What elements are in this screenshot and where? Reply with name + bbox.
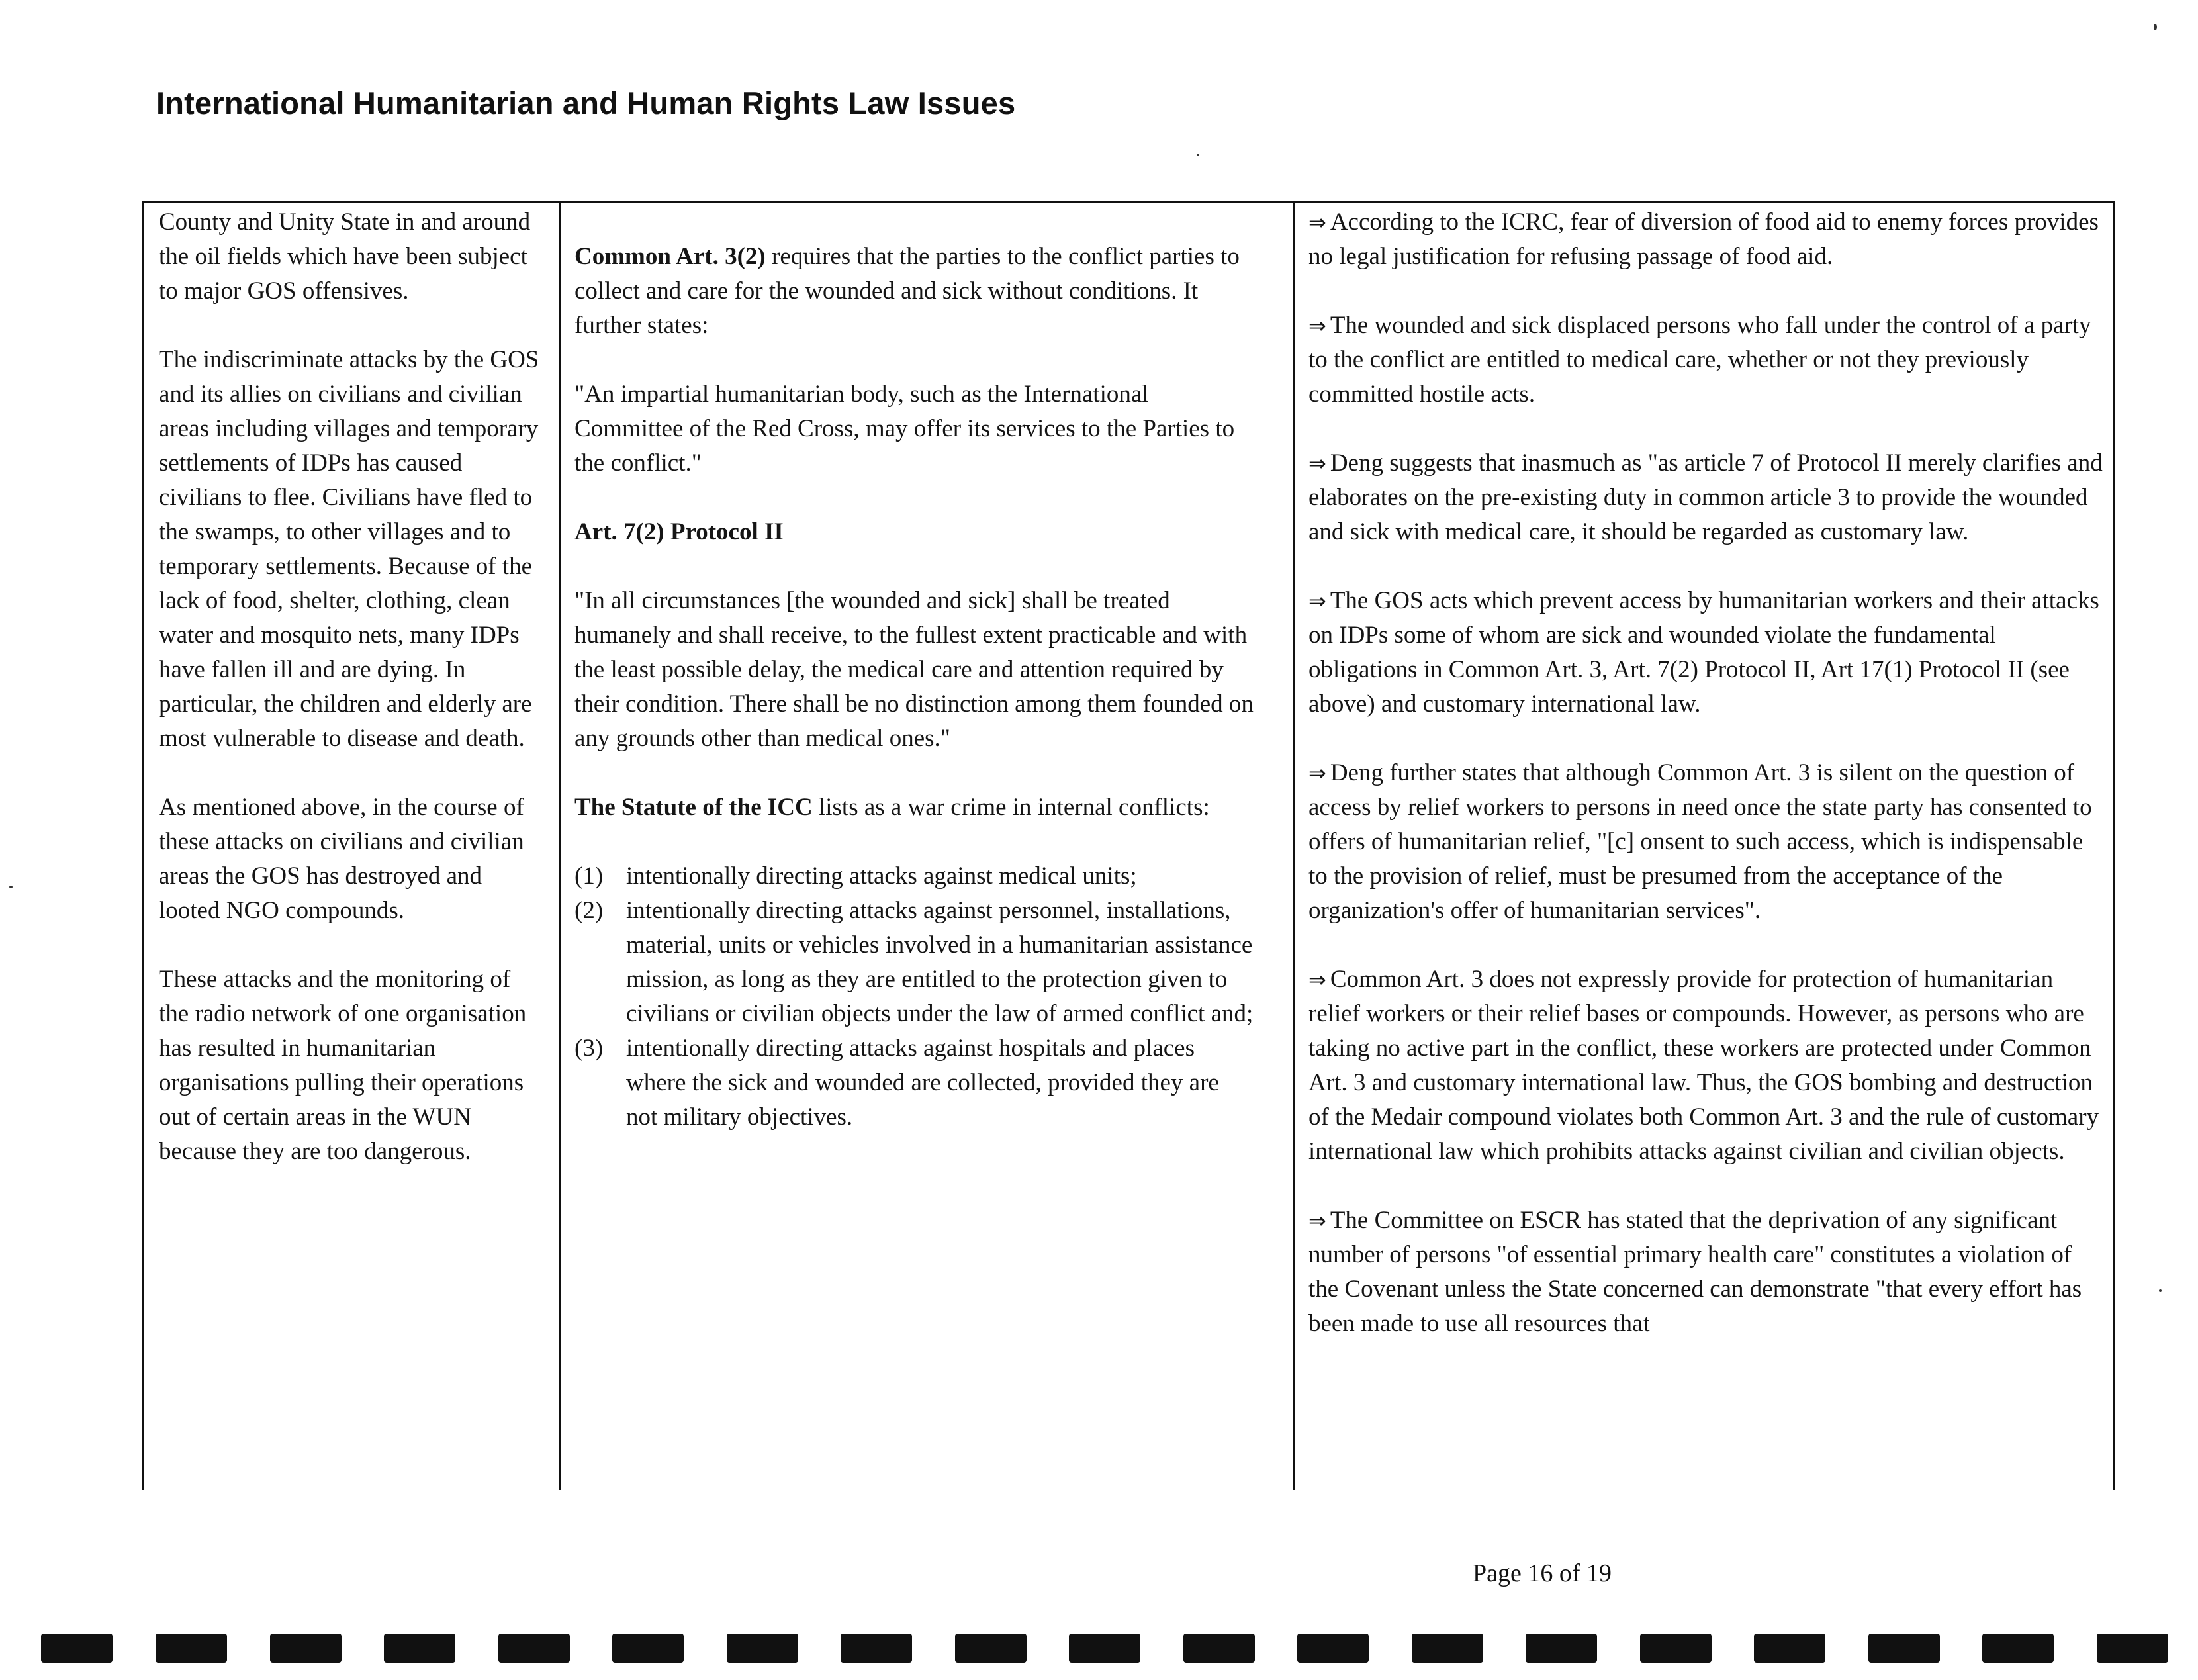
timing-mark xyxy=(384,1634,455,1663)
scan-speck xyxy=(2159,1289,2162,1292)
law-source-label: The Statute of the ICC xyxy=(574,794,813,821)
law-quote: "An impartial humanitarian body, such as the International Committee of the Red Cross, may offer its services to the Parties to the conflict." xyxy=(574,381,1235,477)
timing-mark xyxy=(1297,1634,1369,1663)
timing-mark xyxy=(498,1634,570,1663)
list-item xyxy=(574,859,1256,894)
spacer xyxy=(574,205,1256,240)
timing-mark xyxy=(955,1634,1027,1663)
situation-paragraph: The indiscriminate attacks by the GOS and its allies on civilians and civilian areas including villages and temporary settlements of IDPs has caused civilians to flee. Civilians have fled to the swamps, to other villages and to temporary settlements. Because of the lack of food, shelter, clothing, clean water and mosquito nets, many IDPs have fallen ill and are dying. In particular, the children and elderly are most vulnerable to disease and death. xyxy=(159,346,539,752)
law-paragraph xyxy=(574,240,1256,343)
analysis-text: The GOS acts which prevent access by humanitarian workers and their attacks on IDPs some of whom are sick and wounded violate the fundamental obligations in Common Art. 3, Art. 7(2) Protocol II, Art 17(1) Protocol II (see above) and customary international law. xyxy=(1308,587,2099,718)
page-heading: International Humanitarian and Human Rights Law Issues xyxy=(156,85,1016,120)
timing-mark xyxy=(156,1634,227,1663)
analysis-text: Deng further states that although Common Art. 3 is silent on the question of access by relief workers to persons in need once the state party has consented to offers of humanitarian relief, "[c] onsent to such access, which is indispensable to the provision of relief, must be presumed from the acceptance of the organization's offer of humanitarian services". xyxy=(1308,759,2092,924)
timing-mark xyxy=(612,1634,684,1663)
list-text: intentionally directing attacks against medical units; xyxy=(626,863,1137,890)
timing-mark xyxy=(1982,1634,2054,1663)
analysis-text: The wounded and sick displaced persons who fall under the control of a party to the conflict are entitled to medical care, whether or not they previously committed hostile acts. xyxy=(1308,312,2091,408)
law-source-label: Common Art. 3(2) xyxy=(574,243,766,270)
situation-paragraph: County and Unity State in and around the oil fields which have been subject to major GOS offensives. xyxy=(159,209,531,304)
law-source-label: Art. 7(2) Protocol II xyxy=(574,518,784,545)
scan-speck xyxy=(9,886,13,888)
timing-mark xyxy=(1754,1634,1825,1663)
list-number: (3) xyxy=(574,1035,604,1062)
timing-mark xyxy=(270,1634,342,1663)
arrow-icon: ⇒ xyxy=(1308,588,1326,614)
analysis-point xyxy=(1308,308,2106,412)
timing-mark xyxy=(1640,1634,1712,1663)
list-text: intentionally directing attacks against hospitals and places where the sick and wounded are collected, provided they are not military objectives. xyxy=(626,1035,1219,1131)
situation-paragraph: As mentioned above, in the course of these attacks on civilians and civilian areas the GOS has destroyed and looted NGO compounds. xyxy=(159,794,524,924)
column-analysis xyxy=(1308,205,2106,1341)
column-situation xyxy=(159,205,546,1169)
situation-paragraph: These attacks and the monitoring of the radio network of one organisation has resulted in humanitarian organisations pulling their operations out of certain areas in the WUN because they are too dangerous. xyxy=(159,966,527,1165)
column-divider-1 xyxy=(559,201,561,1490)
arrow-icon: ⇒ xyxy=(1308,761,1326,786)
analysis-point xyxy=(1308,584,2106,722)
column-divider-2 xyxy=(1293,201,1295,1490)
analysis-point xyxy=(1308,962,2106,1169)
arrow-icon: ⇒ xyxy=(1308,313,1326,338)
analysis-text: The Committee on ESCR has stated that the deprivation of any significant number of persons "of essential primary health care" constitutes a violation of the Covenant unless the State concerned can demonstrate "that every effort has been made to use all resources that xyxy=(1308,1207,2082,1337)
list-item xyxy=(574,894,1256,1031)
timing-mark xyxy=(727,1634,798,1663)
law-text: requires that the parties to the conflict parties to collect and care for the wounded and sick without conditions. It further states: xyxy=(574,243,1240,339)
scan-timing-marks xyxy=(0,1634,2198,1667)
analysis-text: According to the ICRC, fear of diversion of food aid to enemy forces provides no legal justification for refusing passage of food aid. xyxy=(1308,209,2099,270)
timing-mark xyxy=(1183,1634,1255,1663)
arrow-icon: ⇒ xyxy=(1308,210,1326,235)
timing-mark xyxy=(1526,1634,1597,1663)
page-number: Page 16 of 19 xyxy=(1473,1560,1612,1587)
law-text: lists as a war crime in internal conflicts: xyxy=(812,794,1210,821)
law-quote: "In all circumstances [the wounded and sick] shall be treated humanely and shall receive, to the fullest extent practicable and with the least possible delay, the medical care and attention required by their condition. There shall be no distinction among them founded on any grounds other than medical ones." xyxy=(574,587,1254,752)
war-crimes-list xyxy=(574,859,1256,1135)
analysis-point xyxy=(1308,205,2106,274)
timing-mark xyxy=(1868,1634,1940,1663)
timing-mark xyxy=(1412,1634,1483,1663)
scan-speck xyxy=(1197,154,1199,156)
list-number: (1) xyxy=(574,863,604,890)
arrow-icon: ⇒ xyxy=(1308,967,1326,992)
analysis-text: Deng suggests that inasmuch as "as article 7 of Protocol II merely clarifies and elaborates on the pre-existing duty in common article 3 to provide the wounded and sick with medical care, it should be regarded as customary law. xyxy=(1308,449,2103,545)
list-item xyxy=(574,1031,1256,1135)
list-number: (2) xyxy=(574,897,604,924)
law-paragraph xyxy=(574,790,1256,825)
analysis-point xyxy=(1308,446,2106,549)
arrow-icon: ⇒ xyxy=(1308,1208,1326,1233)
timing-mark xyxy=(841,1634,912,1663)
analysis-text: Common Art. 3 does not expressly provide for protection of humanitarian relief workers or their relief bases or compounds. However, as persons who are taking no active part in the conflict, these workers are protected under Common Art. 3 and customary international law. Thus, the GOS bombing and destruction of the Medair compound violates both Common Art. 3 and the rule of customary international law which prohibits attacks against civilian and civilian objects. xyxy=(1308,966,2099,1165)
timing-mark xyxy=(1069,1634,1140,1663)
timing-mark xyxy=(2097,1634,2168,1663)
analysis-point xyxy=(1308,1203,2106,1341)
column-law xyxy=(574,205,1256,1135)
scan-speck xyxy=(2154,24,2157,30)
analysis-point xyxy=(1308,756,2106,928)
arrow-icon: ⇒ xyxy=(1308,451,1326,476)
timing-mark xyxy=(41,1634,113,1663)
list-text: intentionally directing attacks against personnel, installations, material, units or vehicles involved in a humanitarian assistance mission, as long as they are entitled to the protection given to civilians or civilian objects under the law of armed conflict and; xyxy=(626,897,1254,1027)
